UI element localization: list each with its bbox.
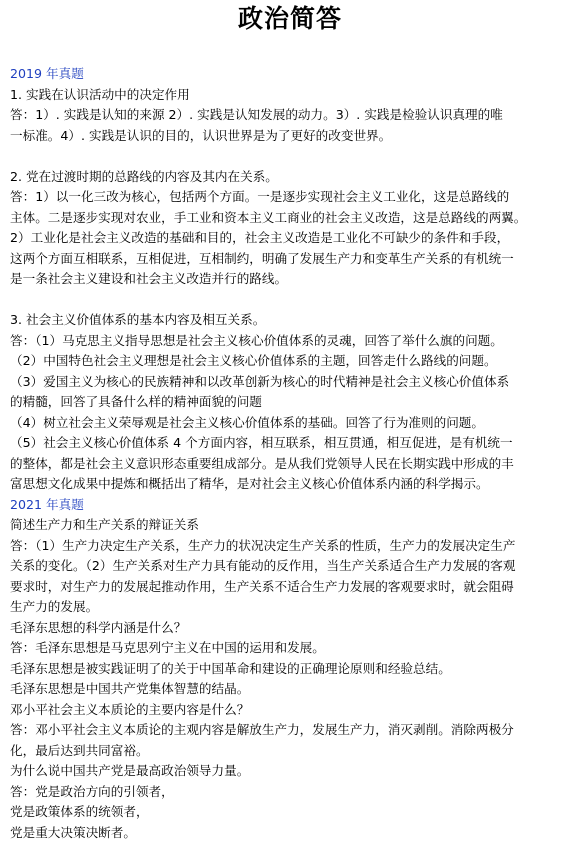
text-line: 要求时，对生产力的发展起推动作用，生产关系不适合生产力发展的客观要求时，就会阻碍 — [10, 578, 514, 594]
text-line: 这两个方面互相联系，互相促进，互相制约，明确了发展生产力和变革生产关系的有机统一 — [10, 250, 514, 266]
text-line: 答：毛泽东思想是马克思列宁主义在中国的运用和发展。 — [10, 640, 325, 655]
text-line: 关系的变化。（2）生产关系对生产力具有能动的反作用，当生产关系适合生产力发展的客观 — [10, 558, 516, 573]
text-line: 1. 实践在认识活动中的决定作用 — [10, 86, 190, 102]
text-line: 富思想文化成果中提炼和概括出了精华，是对社会主义核心价值体系内涵的科学揭示。 — [10, 476, 489, 491]
blank-line — [10, 146, 570, 167]
text-line: 答：1）. 实践是认知的来源 2）. 实践是认知发展的动力。3）. 实践是检验认识真理的唯 — [10, 107, 503, 122]
text-line: 邓小平社会主义本质论的主要内容是什么？ — [10, 701, 250, 717]
text-line: 是一条社会主义建设和社会主义改造并行的路线。 — [10, 271, 288, 286]
text-line: 的整体，都是社会主义意识形态重要组成部分。是从我们党领导人民在长期实践中形成的丰 — [10, 455, 514, 471]
page-title: 政治简答 — [237, 4, 342, 33]
text-line: 生产力的发展。 — [10, 599, 99, 614]
text-line: （5）社会主义核心价值体系 4 个方面内容，相互联系，相互贯通，相互促进，是有机统一 — [10, 435, 513, 450]
text-line: 党是政策体系的统领者， — [10, 804, 149, 819]
text-line: 一标准。4）. 实践是认识的目的，认识世界是为了更好的改变世界。 — [10, 127, 392, 143]
text-line: 毛泽东思想是中国共产党集体智慧的结晶。 — [10, 681, 250, 696]
text-line: 3. 社会主义价值体系的基本内容及相互关系。 — [10, 312, 266, 327]
text-line: 的精髓，回答了具备什么样的精神面貌的问题 — [10, 394, 262, 409]
text-line: （2）中国特色社会主义理想是社会主义核心价值体系的主题，回答走什么路线的问题。 — [10, 353, 497, 368]
text-line: 2）工业化是社会主义改造的基础和目的，社会主义改造是工业化不可缺少的条件和手段， — [10, 230, 510, 245]
text-line: 答：（1）生产力决定生产关系，生产力的状况决定生产关系的性质，生产力的发展决定生产 — [10, 537, 516, 553]
year-heading-2021: 2021 年真题 — [10, 496, 84, 512]
text-line: 简述生产力和生产关系的辩证关系 — [10, 517, 199, 532]
text-line: 答：邓小平社会主义本质论的主观内容是解放生产力，发展生产力，消灭剥削。消除两极分 — [10, 722, 514, 737]
text-line: 为什么说中国共产党是最高政治领导力量。 — [10, 763, 250, 778]
text-line: 毛泽东思想的科学内涵是什么？ — [10, 619, 187, 635]
blank-line — [10, 290, 570, 311]
text-line: 2. 党在过渡时期的总路线的内容及其内在关系。 — [10, 168, 278, 184]
year-heading-2019: 2019 年真题 — [10, 66, 84, 81]
text-line: （3）爱国主义为核心的民族精神和以改革创新为核心的时代精神是社会主义核心价值体系 — [10, 373, 510, 389]
text-line: 答：（1）马克思主义指导思想是社会主义核心价值体系的灵魂，回答了举什么旗的问题。 — [10, 332, 503, 348]
section-2021 — [10, 495, 570, 844]
section-2019 — [10, 64, 570, 495]
text-line: 毛泽东思想是被实践证明了的关于中国革命和建设的正确理论原则和经验总结。 — [10, 660, 451, 676]
text-line: 主体。二是逐步实现对农业，手工业和资本主义工商业的社会主义改造，这是总路线的两翼。 — [10, 209, 527, 225]
text-line: 党是重大决策决断者。 — [10, 824, 136, 840]
text-line: 答：1）以一化三改为核心，包括两个方面。一是逐步实现社会主义工业化，这是总路线的 — [10, 189, 510, 204]
text-line: 化，最后达到共同富裕。 — [10, 742, 149, 758]
text-line: 答：党是政治方向的引领者， — [10, 783, 174, 799]
text-line: （4）树立社会主义荣辱观是社会主义核心价值体系的基础。回答了行为准则的问题。 — [10, 414, 484, 430]
